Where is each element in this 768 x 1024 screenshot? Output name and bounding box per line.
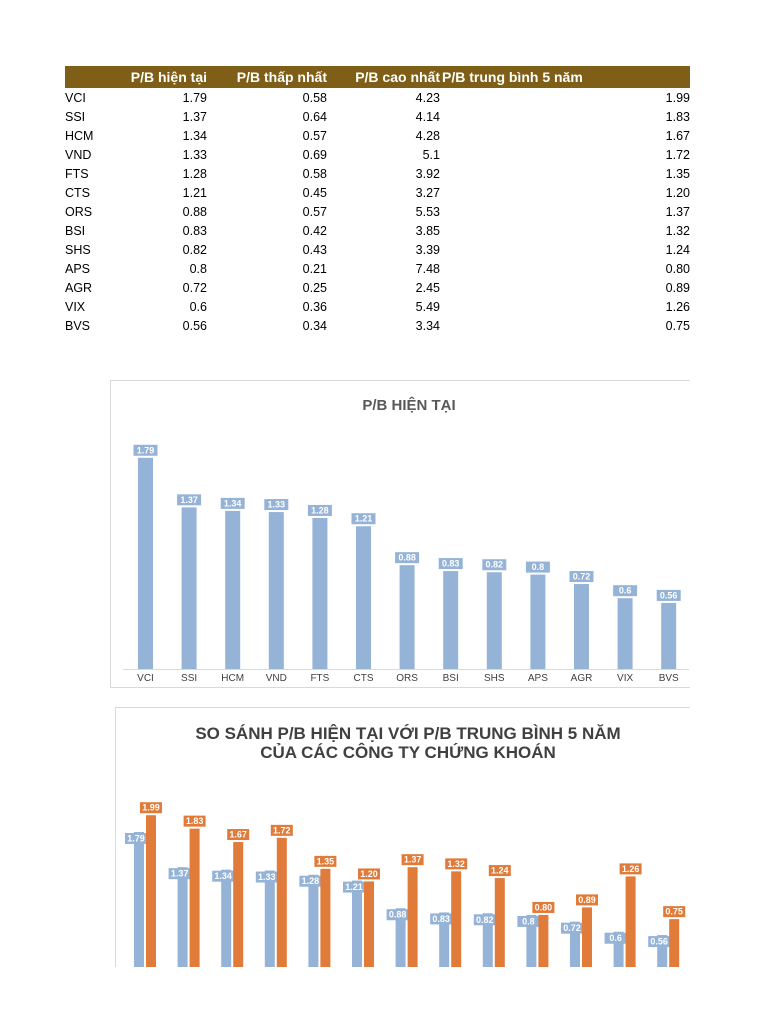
data-label: 1.34: [223, 498, 242, 509]
bar-series2-agr: [582, 907, 592, 967]
pb-avg5y-cell: 1.26: [665, 299, 690, 314]
table-row: [65, 259, 690, 278]
pb-avg5y-cell: 0.89: [665, 280, 690, 295]
data-label-avg5y: 0.75: [665, 906, 683, 917]
data-label-current: 1.21: [345, 882, 363, 893]
data-label-current: 1.33: [258, 872, 276, 883]
pb-avg5y-cell: 1.20: [665, 185, 690, 200]
data-label-avg5y: 0.89: [578, 894, 596, 905]
bar-bvs: [661, 603, 676, 669]
x-tick-label: BVS: [658, 673, 679, 684]
pb-max-cell: 3.27: [415, 185, 440, 200]
data-label-avg5y: 1.32: [447, 858, 465, 869]
bar-series2-vci: [146, 815, 156, 967]
data-label-current: 1.37: [170, 868, 189, 879]
header-pb-avg5y: P/B trung bình 5 năm: [440, 66, 690, 88]
pb-current-chart-svg: [111, 381, 689, 687]
row-ticker: VND: [65, 147, 92, 162]
bar-series2-shs: [495, 878, 505, 967]
pb-min-cell: 0.57: [302, 128, 327, 143]
data-label: 0.8: [531, 562, 545, 573]
table-row: [65, 202, 690, 221]
data-label-avg5y: 1.37: [403, 854, 422, 865]
row-ticker: BSI: [65, 223, 86, 238]
bar-series2-ors: [408, 867, 418, 967]
data-label-avg5y: 1.67: [229, 829, 247, 840]
data-label-current: 0.88: [388, 909, 407, 920]
x-tick-label: APS: [527, 673, 548, 684]
data-label-current: 0.72: [563, 923, 581, 934]
pb-current-cell: 0.8: [189, 261, 207, 276]
table-row: [65, 316, 690, 335]
data-label: 0.72: [572, 571, 591, 582]
pb-max-cell: 5.53: [415, 204, 440, 219]
bar-vnd: [269, 512, 284, 669]
data-label-current: 0.83: [432, 913, 450, 924]
header-pb-min: P/B thấp nhất: [207, 66, 327, 88]
data-label-avg5y: 1.26: [621, 863, 640, 874]
data-label-current: 1.79: [127, 833, 145, 844]
pb-max-cell: 4.14: [415, 109, 440, 124]
x-tick-label: VCI: [137, 673, 154, 684]
pb-avg5y-cell: 1.72: [665, 147, 690, 162]
chart-title-line-1: SO SÁNH P/B HIỆN TẠI VỚI P/B TRUNG BÌNH 5 NĂM: [195, 724, 621, 743]
data-label-avg5y: 1.24: [491, 865, 509, 876]
bar-bsi: [443, 571, 458, 669]
pb-current-cell: 1.28: [182, 166, 207, 181]
table-row: [65, 145, 690, 164]
data-label: 1.33: [267, 499, 286, 510]
data-label: 0.82: [485, 559, 504, 570]
pb-max-cell: 4.23: [415, 90, 440, 105]
bar-aps: [530, 575, 545, 669]
pb-min-cell: 0.58: [302, 90, 327, 105]
x-tick-label: VND: [265, 673, 287, 684]
pb-current-cell: 1.21: [182, 185, 207, 200]
bar-series1-vci: [134, 832, 144, 967]
pb-current-cell: 0.88: [182, 204, 207, 219]
bar-agr: [574, 584, 589, 669]
bar-series1-ssi: [178, 867, 188, 967]
pb-max-cell: 3.92: [415, 166, 440, 181]
pb-current-cell: 0.56: [182, 318, 207, 333]
pb-max-cell: 5.1: [422, 147, 440, 162]
data-label: 1.21: [354, 513, 373, 524]
data-label-current: 1.28: [301, 876, 320, 887]
pb-avg5y-cell: 1.35: [665, 166, 690, 181]
table-row: [65, 107, 690, 126]
bar-series2-bsi: [451, 871, 461, 967]
pb-current-cell: 1.79: [182, 90, 207, 105]
bar-series2-ssi: [190, 829, 200, 967]
x-tick-label: HCM: [221, 673, 245, 684]
table-row: [65, 297, 690, 316]
row-ticker: CTS: [65, 185, 90, 200]
header-pb-current: P/B hiện tại: [105, 66, 207, 88]
table-row: [65, 278, 690, 297]
bar-hcm: [225, 511, 240, 669]
data-label-avg5y: 1.83: [185, 816, 204, 827]
pb-current-chart: [110, 380, 690, 688]
pb-min-cell: 0.43: [302, 242, 327, 257]
bar-series1-cts: [352, 881, 362, 967]
data-label-avg5y: 1.99: [142, 802, 160, 813]
x-tick-label: CTS: [353, 673, 374, 684]
pb-table: [65, 66, 690, 335]
pb-min-cell: 0.42: [302, 223, 327, 238]
data-label: 0.83: [441, 558, 460, 569]
pb-current-cell: 0.6: [189, 299, 207, 314]
pb-min-cell: 0.34: [302, 318, 327, 333]
pb-avg5y-cell: 1.83: [665, 109, 690, 124]
pb-avg5y-cell: 0.75: [665, 318, 690, 333]
pb-max-cell: 5.49: [415, 299, 440, 314]
row-ticker: BVS: [65, 318, 91, 333]
pb-max-cell: 3.34: [415, 318, 440, 333]
data-label-avg5y: 1.20: [360, 868, 378, 879]
row-ticker: ORS: [65, 204, 93, 219]
pb-min-cell: 0.36: [302, 299, 327, 314]
pb-avg5y-cell: 0.80: [665, 261, 690, 276]
pb-current-cell: 0.82: [182, 242, 207, 257]
bar-shs: [487, 572, 502, 669]
pb-comparison-chart-svg: [116, 708, 690, 967]
bar-series2-vix: [626, 876, 636, 967]
bar-series2-vnd: [277, 838, 287, 967]
x-tick-label: VIX: [617, 673, 634, 684]
pb-current-cell: 1.34: [182, 128, 207, 143]
pb-min-cell: 0.45: [302, 185, 327, 200]
bar-series2-cts: [364, 881, 374, 967]
bar-series2-bvs: [669, 919, 679, 967]
pb-avg5y-cell: 1.99: [665, 90, 690, 105]
data-label-current: 1.34: [214, 871, 232, 882]
table-row: [65, 164, 690, 183]
row-ticker: FTS: [65, 166, 89, 181]
data-label: 0.88: [398, 552, 416, 563]
bar-series2-aps: [538, 915, 548, 967]
bar-series1-hcm: [221, 870, 231, 967]
pb-current-cell: 1.33: [182, 147, 207, 162]
bar-series1-fts: [308, 875, 318, 967]
data-label-avg5y: 1.35: [316, 856, 335, 867]
data-label-current: 0.82: [476, 914, 494, 925]
pb-max-cell: 4.28: [415, 128, 440, 143]
row-ticker: VIX: [65, 299, 86, 314]
data-label-current: 0.56: [650, 936, 668, 947]
pb-avg5y-cell: 1.67: [665, 128, 690, 143]
data-label-avg5y: 0.80: [534, 902, 553, 913]
row-ticker: APS: [65, 261, 91, 276]
table-row: [65, 183, 690, 202]
pb-min-cell: 0.25: [302, 280, 327, 295]
row-ticker: SHS: [65, 242, 91, 257]
chart-title-line-2: CỦA CÁC CÔNG TY CHỨNG KHOÁN: [260, 743, 556, 762]
pb-avg5y-cell: 1.32: [665, 223, 690, 238]
x-tick-label: BSI: [442, 673, 459, 684]
row-ticker: SSI: [65, 109, 86, 124]
data-label: 1.37: [180, 494, 198, 505]
pb-comparison-chart: [115, 707, 690, 967]
data-label: 1.79: [136, 445, 155, 456]
bar-ssi: [182, 507, 197, 669]
x-tick-label: AGR: [570, 673, 593, 684]
pb-min-cell: 0.58: [302, 166, 327, 181]
bar-series2-hcm: [233, 842, 243, 967]
table-row: [65, 126, 690, 145]
bar-fts: [312, 518, 327, 669]
pb-current-cell: 0.72: [182, 280, 207, 295]
pb-min-cell: 0.64: [302, 109, 327, 124]
bar-ors: [400, 565, 415, 669]
pb-min-cell: 0.57: [302, 204, 327, 219]
pb-min-cell: 0.69: [302, 147, 327, 162]
x-tick-label: SHS: [484, 673, 505, 684]
bar-vix: [618, 598, 633, 669]
x-tick-label: FTS: [310, 673, 330, 684]
data-label: 0.56: [659, 590, 678, 601]
table-row: [65, 88, 690, 107]
data-label: 0.6: [618, 585, 632, 596]
table-row: [65, 221, 690, 240]
pb-current-cell: 1.37: [182, 109, 207, 124]
pb-current-cell: 0.83: [182, 223, 207, 238]
x-tick-label: SSI: [181, 673, 198, 684]
bar-cts: [356, 526, 371, 669]
chart-title: P/B HIỆN TẠI: [362, 397, 456, 414]
data-label: 1.28: [311, 505, 329, 516]
table-header-row: [65, 66, 690, 88]
header-pb-max: P/B cao nhất: [327, 66, 440, 88]
data-label-current: 0.8: [522, 916, 535, 927]
pb-max-cell: 7.48: [415, 261, 440, 276]
pb-max-cell: 3.85: [415, 223, 440, 238]
header-cell-blank: [65, 66, 105, 88]
pb-max-cell: 3.39: [415, 242, 440, 257]
pb-min-cell: 0.21: [302, 261, 327, 276]
pb-max-cell: 2.45: [415, 280, 440, 295]
pb-avg5y-cell: 1.24: [665, 242, 690, 257]
table-row: [65, 240, 690, 259]
pb-avg5y-cell: 1.37: [665, 204, 690, 219]
data-label-avg5y: 1.72: [273, 825, 291, 836]
bar-series2-fts: [320, 869, 330, 967]
bar-vci: [138, 458, 153, 669]
row-ticker: AGR: [65, 280, 93, 295]
x-tick-label: ORS: [396, 673, 418, 684]
row-ticker: VCI: [65, 90, 86, 105]
row-ticker: HCM: [65, 128, 94, 143]
data-label-current: 0.6: [609, 933, 622, 944]
bar-series1-vnd: [265, 871, 275, 967]
